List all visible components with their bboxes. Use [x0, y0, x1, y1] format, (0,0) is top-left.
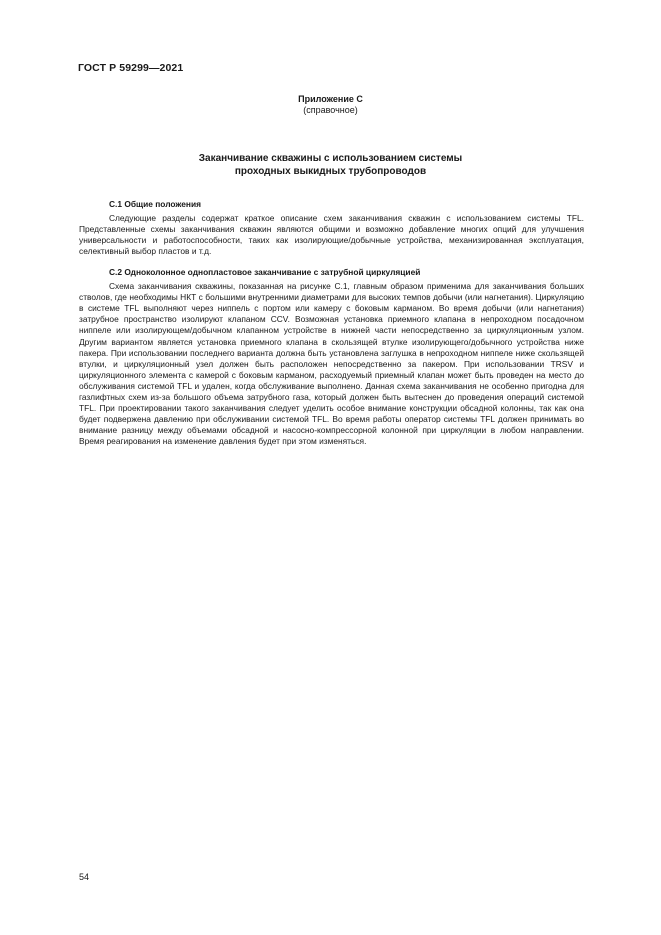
appendix-label: Приложение С [298, 94, 363, 104]
appendix-kind: (справочное) [303, 105, 358, 115]
section-single-string [79, 267, 584, 448]
appendix-header [0, 94, 661, 116]
title-line-1: Заканчивание скважины с использованием системы [198, 153, 463, 164]
paragraph: Схема заканчивания скважины, показанная на рисунке С.1, главным образом применима для заканчивания больших стволов, где необходимы НКТ с большими внутренними диаметрами для высоких темпов добычи (или нагнетания). Циркуляцию в системе TFL выполняют через ниппель с портом или камеру с боковым карманом. Во время добычи (или нагнетания) затрубное пространство изолируют клапаном CCV. Возможная установка приемного клапана в непроходном посадочном ниппеле или изолирующем/добычном клапанном устройстве в нижней части непосредственно за циркуляционным узлом. Другим вариантом является установка приемного клапана в скользящей втулке изолирующего/добычного устройства ниже пакера. При использовании последнего варианта должна быть установлена заглушка в непроходном ниппеле ниже скользящей втулки, и циркуляционный узел должен быть расположен непосредственно за пакером. При использовании TRSV и циркуляционного элемента с камерой с боковым карманом, расходуемый приемный клапан может быть проведен на место до обслуживания системой TFL и удален, когда обслуживание выполнено. Данная схема заканчивания не особенно пригодна для газлифтных схем из-за большого объема затрубного газа, который должен быть вытеснен до проведения операций системой TFL. При проектировании такого заканчивания следует уделить особое внимание конструкции обсадной колонны, так как она будет подвержена давлению при обслуживании системой TFL. Во время работы оператор системы TFL должен принимать во внимание разницу между объемами обсадной и насосно-компрессорной колонной при циркуляции в любом направлении. Время реагирования на изменение давления будет при этом изменяться. [79, 281, 584, 447]
standard-code: ГОСТ Р 59299—2021 [78, 62, 184, 74]
title-line-2: проходных выкидных трубопроводов [234, 165, 427, 177]
section-heading: С.1 Общие положения [109, 199, 202, 209]
page-number: 54 [79, 872, 90, 882]
appendix-title [0, 153, 661, 178]
section-heading: С.2 Одноколонное однопластовое заканчивание с затрубной циркуляцией [109, 267, 421, 277]
paragraph: Следующие разделы содержат краткое описание схем заканчивания скважин с использованием системы TFL. Представленные схемы заканчивания скважин являются общими и возможно добавление многих опций для улучшения универсальности и работоспособности, таких как изолирующие/добычные устройства, механизированная эксплуатация, селективный выбор пластов и т.д. [79, 213, 584, 257]
section-general [79, 199, 584, 257]
